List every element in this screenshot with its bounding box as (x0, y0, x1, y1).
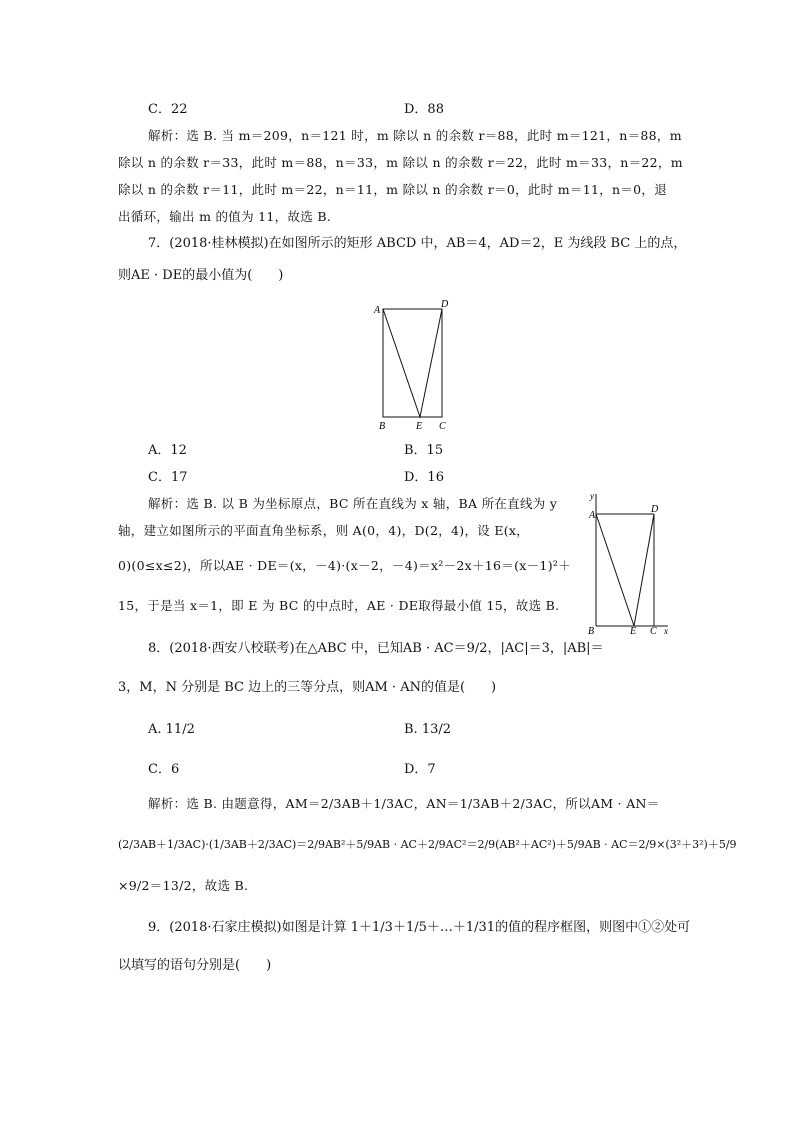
q6-solution-line-3: 除以 n 的余数 r＝11，此时 m＝22，n＝11，m 除以 n 的余数 r＝0，此时 m＝11，n＝0，退 (118, 182, 668, 197)
label-d: D (651, 504, 659, 515)
q7-solution-line-1: 解析：选 B. 以 B 为坐标原点，BC 所在直线为 x 轴，BA 所在直线为 y (148, 496, 558, 511)
q8-stem-line-1: 8．(2018·西安八校联考)在△ABC 中，已知AB · AC＝9/2，|AC|＝3，|AB|＝ (148, 641, 604, 656)
q7-rectangle-figure (372, 296, 456, 432)
label-c: C (439, 421, 446, 432)
q7-coordinate-figure (584, 490, 674, 636)
q6-option-d: D．88 (404, 102, 444, 117)
label-b: B (588, 626, 595, 636)
q7-solution-line-4: 15，于是当 x＝1，即 E 为 BC 的中点时，AE · DE取得最小值 15，故选 B. (118, 598, 560, 613)
q7-option-c: C．17 (148, 470, 188, 485)
q8-solution-line-3: ×9/2＝13/2，故选 B. (118, 878, 249, 893)
q7-solution-line-3: 0)(0≤x≤2)，所以AE · DE＝(x，－4)·(x－2，－4)＝x²－2x＋16＝(x－1)²＋ (118, 558, 571, 573)
q8-option-a: A. 11/2 (148, 722, 195, 737)
q8-stem-line-2: 3，M，N 分别是 BC 边上的三等分点，则AM · AN的值是( ) (118, 680, 497, 695)
label-y: y (590, 491, 594, 501)
q6-solution-line-1: 解析：选 B. 当 m＝209，n＝121 时，m 除以 n 的余数 r＝88，此时 m＝121，n＝88，m (148, 128, 682, 143)
q7-solution-line-2: 轴，建立如图所示的平面直角坐标系，则 A(0，4)，D(2，4)，设 E(x， (118, 523, 530, 538)
q8-option-d: D．7 (404, 762, 436, 777)
q8-solution-line-2: (2/3AB＋1/3AC)·(1/3AB＋2/3AC)＝2/9AB²＋5/9AB · AC＋2/9AC²＝2/9(AB²＋AC²)＋5/9AB · AC＝2/9×(3²＋3²)＋5/9 (118, 838, 737, 851)
q6-option-c: C．22 (148, 102, 188, 117)
q7-option-a: A．12 (148, 443, 187, 458)
q8-option-c: C．6 (148, 762, 180, 777)
q7-stem-line-1: 7．(2018·桂林模拟)在如图所示的矩形 ABCD 中，AB＝4，AD＝2，E 为线段 BC 上的点， (148, 236, 687, 251)
segments-ae-ed (383, 309, 442, 417)
q6-solution-line-2: 除以 n 的余数 r＝33，此时 m＝88，n＝33，m 除以 n 的余数 r＝22，此时 m＝33，n＝22，m (118, 155, 683, 170)
label-e: E (416, 421, 423, 432)
q9-stem-line-2: 以填写的语句分别是( ) (118, 958, 272, 973)
label-b: B (379, 421, 386, 432)
q8-option-b: B. 13/2 (404, 722, 452, 737)
label-c: C (650, 626, 657, 636)
label-a: A (374, 305, 381, 316)
segments-ae-ed (596, 514, 654, 626)
q7-stem-line-2: 则AE · DE的最小值为( ) (118, 268, 284, 283)
q9-stem-line-1: 9．(2018·石家庄模拟)如图是计算 1＋1/3＋1/5＋…＋1/31的值的程序框图，则图中①②处可 (148, 920, 691, 935)
q7-option-d: D．16 (404, 470, 444, 485)
q6-solution-line-4: 出循环，输出 m 的值为 11，故选 B. (118, 209, 332, 224)
label-a: A (589, 510, 596, 521)
label-d: D (441, 299, 449, 310)
q8-solution-line-1: 解析：选 B. 由题意得，AM＝2/3AB＋1/3AC，AN＝1/3AB＋2/3AC，所以AM · AN＝ (148, 796, 660, 811)
label-x: x (664, 626, 668, 636)
q7-option-b: B．15 (404, 443, 444, 458)
label-e: E (630, 626, 637, 636)
rectangle-abcd (383, 309, 442, 417)
